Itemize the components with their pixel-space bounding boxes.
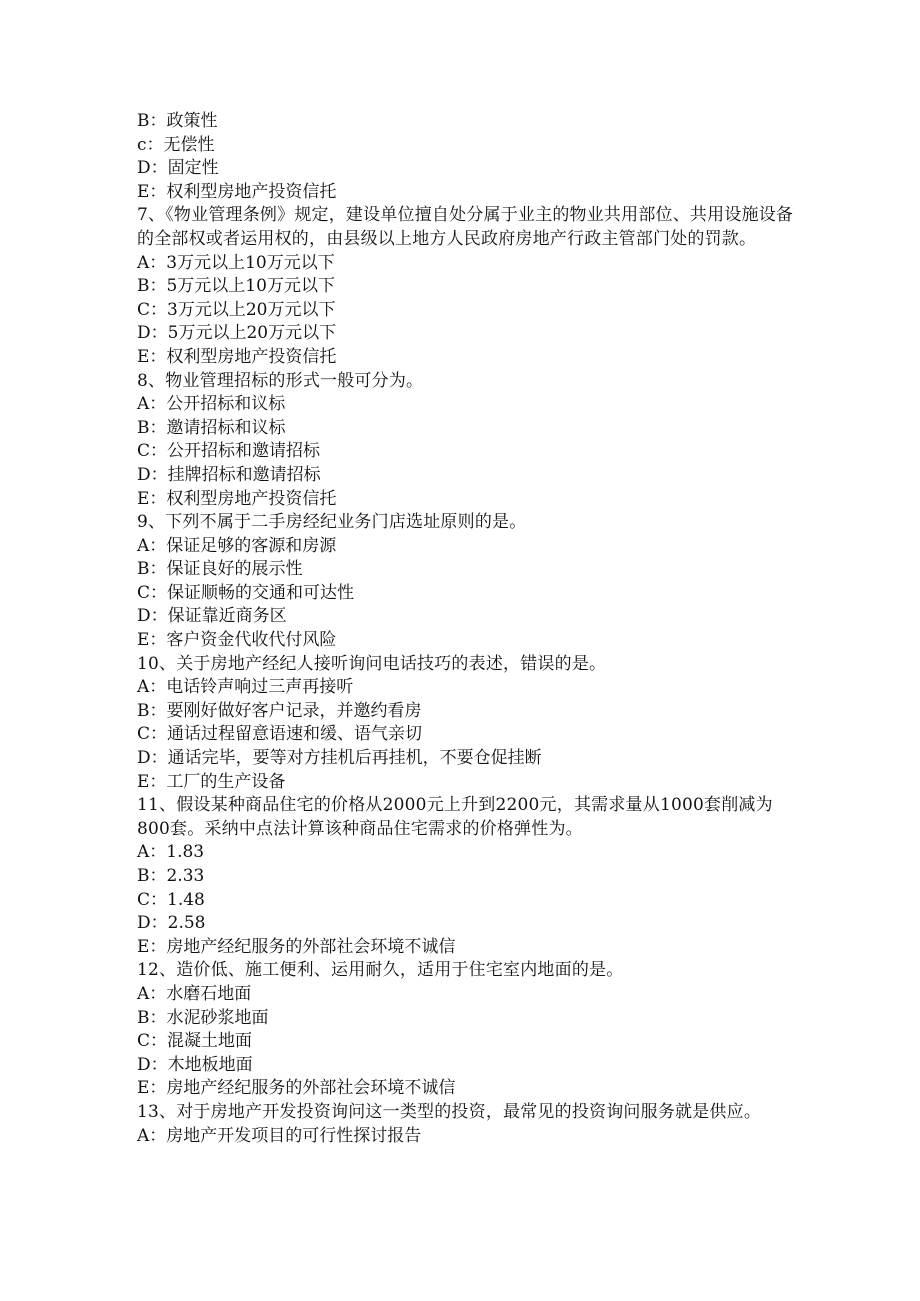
document-body	[137, 110, 797, 1148]
question-block	[137, 653, 797, 795]
option-line: E：房地产经纪服务的外部社会环境不诚信	[137, 936, 456, 957]
option-line: A：公开招标和议标	[137, 394, 286, 415]
question-stem: 12、造价低、施工便利、运用耐久，适用于住宅室内地面的是。	[137, 960, 624, 981]
option-line: B：邀请招标和议标	[137, 417, 286, 438]
option-line: C：通话过程留意语速和缓、语气亲切	[137, 724, 423, 745]
option-line: c：无偿性	[137, 134, 215, 155]
option-line: C：混凝土地面	[137, 1031, 253, 1052]
question-stem: 11、假设某种商品住宅的价格从2000元上升到2200元，其需求量从1000套削减为800套。采纳中点法计算该种商品住宅需求的价格弹性为。	[137, 795, 773, 839]
option-line: E：权利型房地产投资信托	[137, 488, 337, 509]
question-stem: 8、物业管理招标的形式一般可分为。	[137, 370, 424, 391]
question-stem: 7、《物业管理条例》规定，建设单位擅自处分属于业主的物业共用部位、共用设施设备的全部权或者运用权的，由县级以上地方人民政府房地产行政主管部门处的罚款。	[137, 205, 794, 249]
option-line: B：水泥砂浆地面	[137, 1007, 269, 1028]
option-line: B：5万元以上10万元以下	[137, 276, 335, 297]
option-line: E：工厂的生产设备	[137, 771, 286, 792]
option-line: D：挂牌招标和邀请招标	[137, 464, 321, 485]
option-line: A：保证足够的客源和房源	[137, 535, 337, 556]
option-line: A：1.83	[137, 842, 205, 863]
question-block	[137, 204, 797, 369]
option-line: D：木地板地面	[137, 1054, 253, 1075]
question-block	[137, 370, 797, 512]
option-line: D：通话完毕，要等对方挂机后再挂机，不要仓促挂断	[137, 748, 542, 769]
option-line: E：房地产经纪服务的外部社会环境不诚信	[137, 1078, 456, 1099]
option-line: D：5万元以上20万元以下	[137, 323, 337, 344]
option-line: C：保证顺畅的交通和可达性	[137, 582, 355, 603]
option-line: A：3万元以上10万元以下	[137, 252, 335, 273]
option-line: A：房地产开发项目的可行性探讨报告	[137, 1125, 422, 1146]
question-block	[137, 511, 797, 653]
option-line: D：固定性	[137, 158, 219, 179]
option-line: C：1.48	[137, 889, 205, 910]
option-line: C：公开招标和邀请招标	[137, 441, 321, 462]
question-block	[137, 1101, 797, 1148]
question-stem: 10、关于房地产经纪人接听询问电话技巧的表述，错误的是。	[137, 653, 607, 674]
option-line: B：要刚好做好客户记录，并邀约看房	[137, 700, 422, 721]
option-line: E：权利型房地产投资信托	[137, 181, 337, 202]
option-line: D：保证靠近商务区	[137, 606, 287, 627]
option-line: B：保证良好的展示性	[137, 559, 303, 580]
question-block	[137, 959, 797, 1101]
question-stem: 9、下列不属于二手房经纪业务门店选址原则的是。	[137, 512, 527, 533]
option-line: D：2.58	[137, 913, 206, 934]
question-block	[137, 794, 797, 959]
option-line: B：政策性	[137, 111, 218, 131]
option-line: A：电话铃声响过三声再接听	[137, 677, 354, 698]
option-line: C：3万元以上20万元以下	[137, 299, 336, 320]
question-stem: 13、对于房地产开发投资询问这一类型的投资，最常见的投资询问服务就是供应。	[137, 1101, 762, 1122]
option-line: E：权利型房地产投资信托	[137, 346, 337, 367]
option-line: E：客户资金代收代付风险	[137, 630, 337, 651]
option-line: B：2.33	[137, 866, 205, 886]
option-line: A：水磨石地面	[137, 983, 252, 1004]
